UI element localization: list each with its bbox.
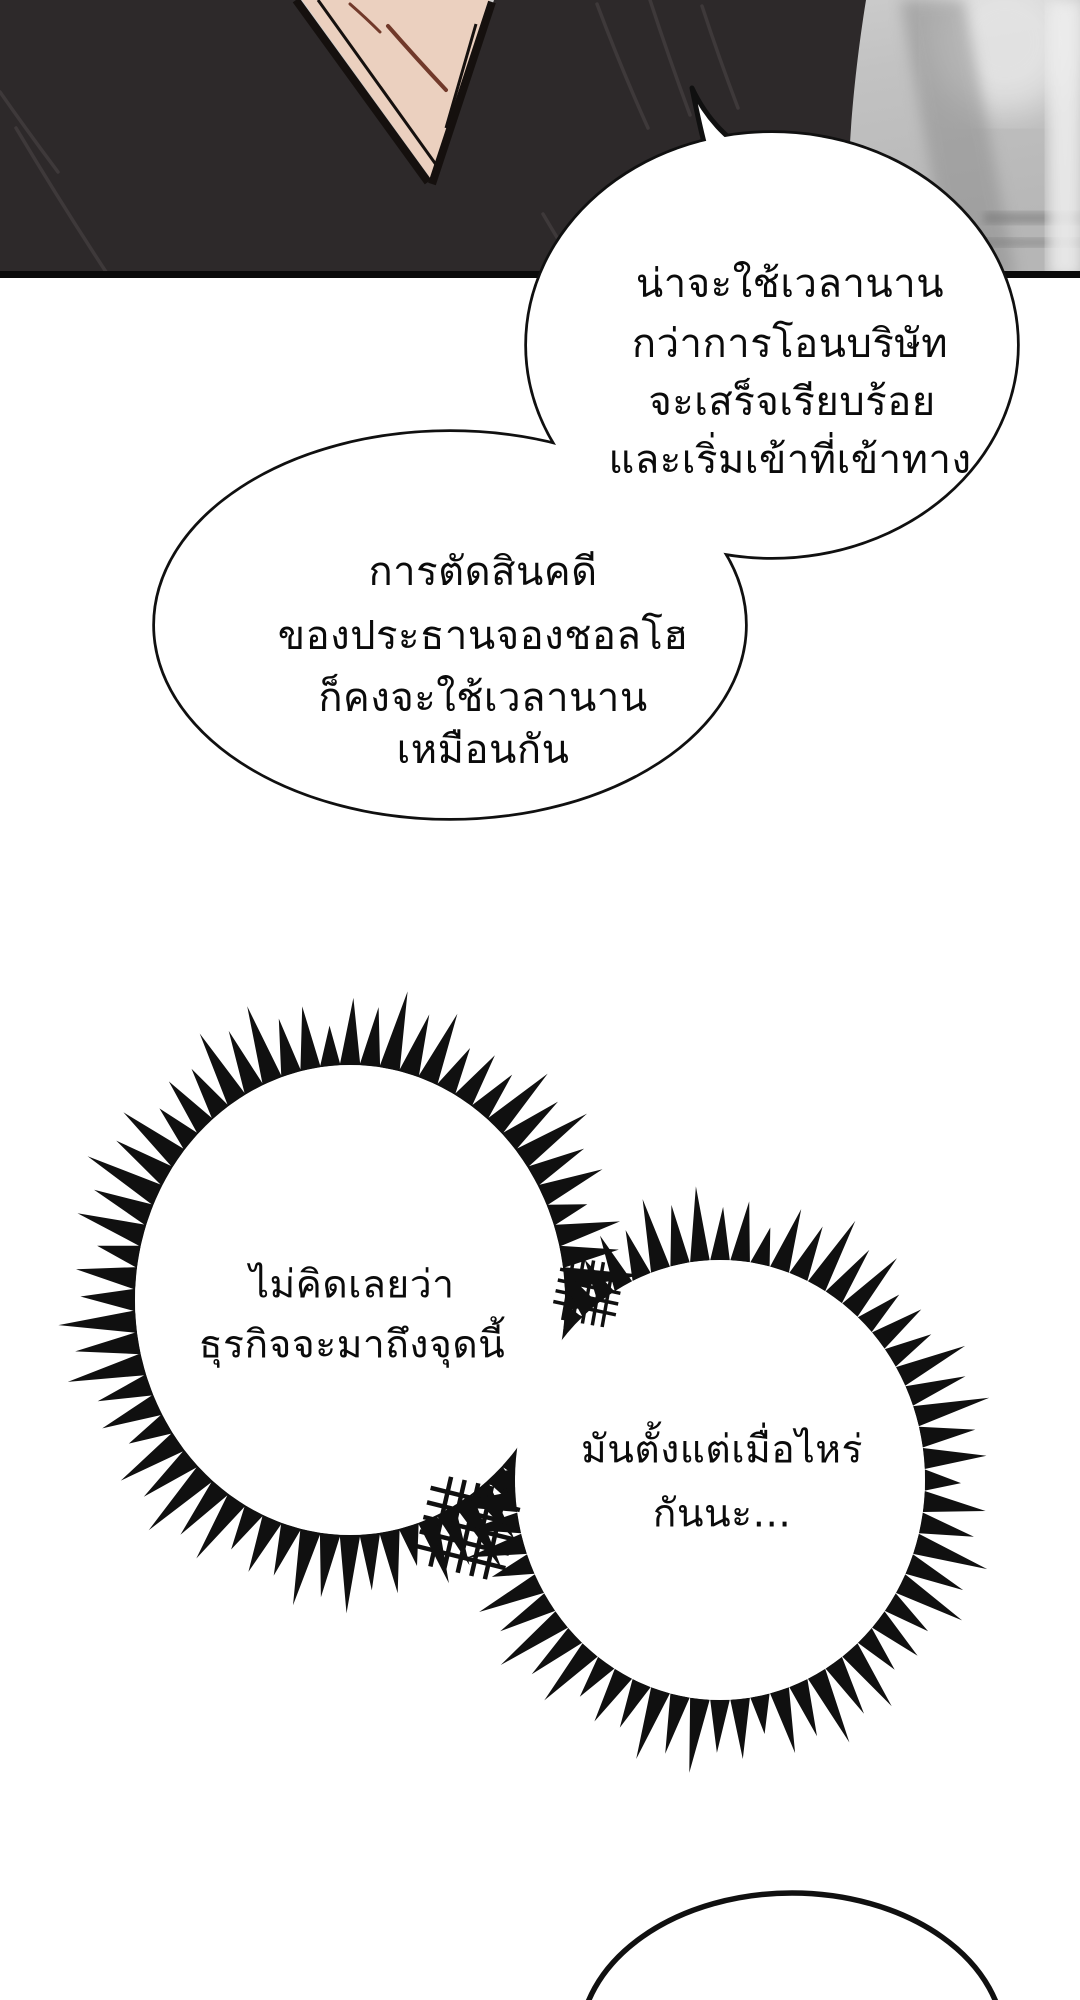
speech-line: กว่าการโอนบริษัท	[631, 321, 949, 367]
speech-line: เหมือนกัน	[396, 727, 570, 773]
thought-line: กันนะ...	[652, 1491, 792, 1537]
bottom-bubble-arc	[580, 1893, 1004, 2000]
thought-line: ไม่คิดเลยว่า	[249, 1262, 455, 1308]
thought-burst-group	[58, 991, 989, 1772]
speech-line: ของประธานจองชอลโฮ	[277, 613, 689, 659]
speech-line: การตัดสินคดี	[368, 549, 598, 595]
speech-line: ก็คงจะใช้เวลานาน	[318, 675, 648, 721]
background-light-strip	[1048, 0, 1080, 278]
speech-line: จะเสร็จเรียบร้อย	[648, 379, 936, 425]
thought-line: มันตั้งแต่เมื่อไหร่	[581, 1427, 863, 1473]
speech-line: น่าจะใช้เวลานาน	[635, 261, 945, 307]
thought-line: ธุรกิจจะมาถึงจุดนี้	[198, 1322, 506, 1368]
speech-line: และเริ่มเข้าที่เข้าทาง	[608, 437, 972, 483]
thought-burst-2-body	[515, 1260, 925, 1700]
